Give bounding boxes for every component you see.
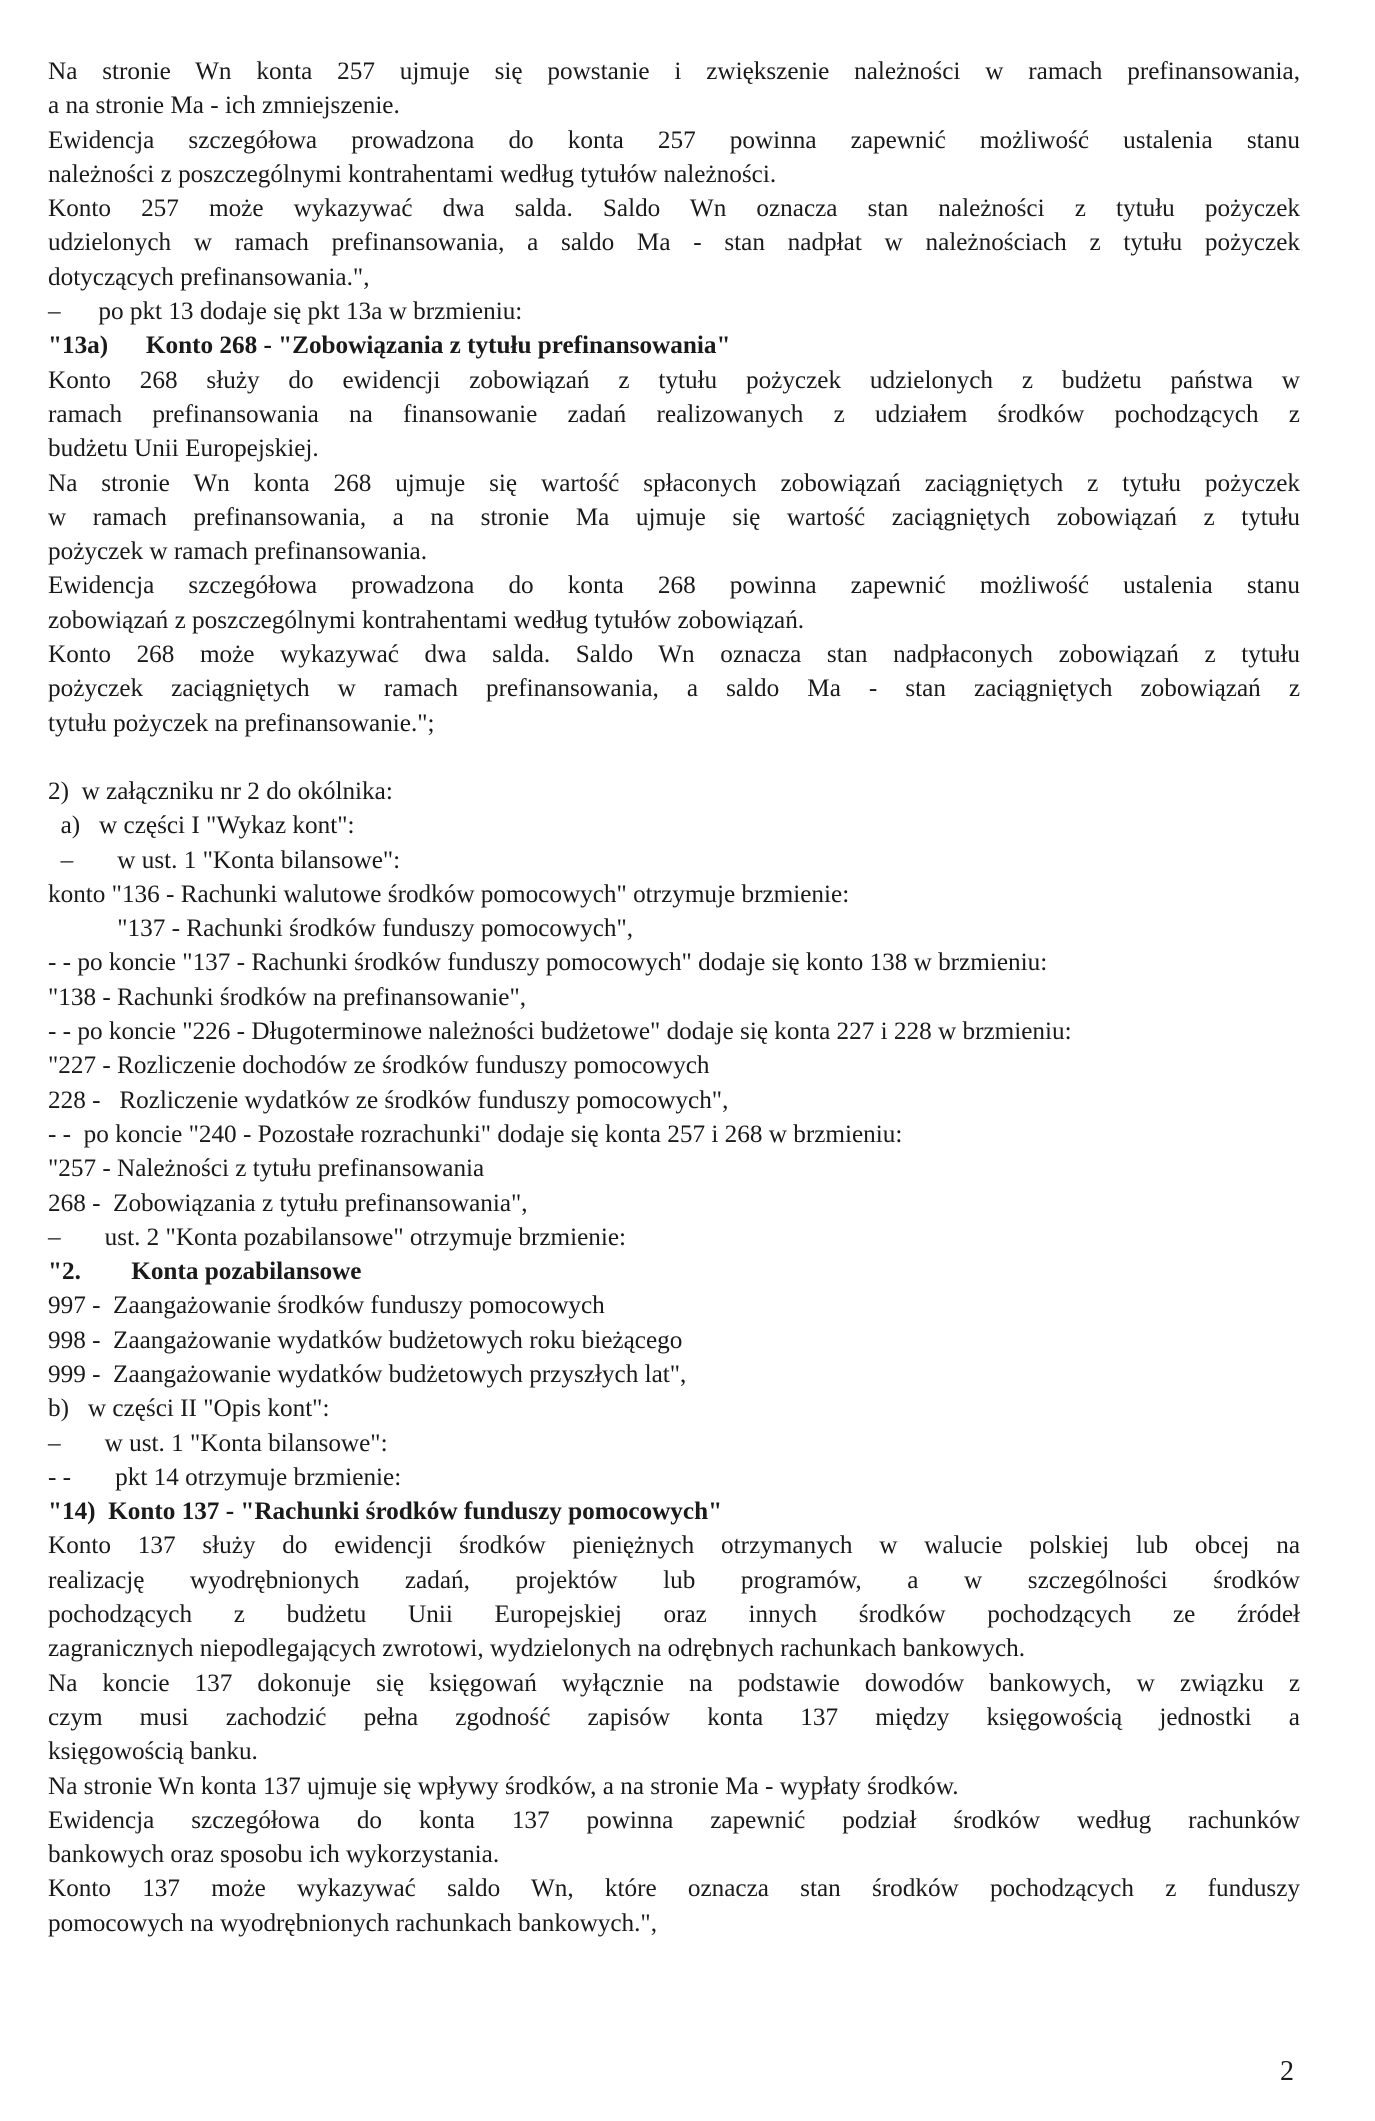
text-line: Konto 257 może wykazywać dwa salda. Saldo Wn oznacza stan należności z tytułu pożyczek	[48, 195, 1300, 223]
text-line: bankowych oraz sposobu ich wykorzystania.	[48, 1841, 500, 1869]
text-line: – po pkt 13 dodaje się pkt 13a w brzmieniu:	[48, 298, 523, 326]
text-line: 2) w załączniku nr 2 do okólnika:	[48, 777, 393, 805]
text-line: - - po koncie "137 - Rachunki środków funduszy pomocowych" dodaje się konto 138 w brzmieniu:	[48, 949, 1048, 977]
text-line: w ramach prefinansowania, a na stronie Ma ujmuje się wartość zaciągniętych zobowiązań z tytułu	[48, 503, 1300, 531]
text-line: – w ust. 1 "Konta bilansowe":	[48, 846, 401, 874]
text-line: realizację wyodrębnionych zadań, projektów lub programów, a w szczególności środków	[48, 1566, 1300, 1594]
text-line: budżetu Unii Europejskiej.	[48, 435, 319, 463]
text-line: Ewidencja szczegółowa prowadzona do konta 257 powinna zapewnić możliwość ustalenia stanu	[48, 126, 1300, 154]
text-line: czym musi zachodzić pełna zgodność zapisów konta 137 między księgowością jednostki a	[48, 1703, 1300, 1731]
text-line: - - po koncie "226 - Długoterminowe należności budżetowe" dodaje się konta 227 i 228 w brzmieniu:	[48, 1018, 1072, 1046]
text-line: ramach prefinansowania na finansowanie zadań realizowanych z udziałem środków pochodzących z	[48, 400, 1300, 428]
text-line: Na koncie 137 dokonuje się księgowań wyłącznie na podstawie dowodów bankowych, w związku z	[48, 1669, 1300, 1697]
section-heading-konta-pozabilansowe: "2. Konta pozabilansowe	[48, 1258, 362, 1286]
text-line: - - pkt 14 otrzymuje brzmienie:	[48, 1463, 402, 1491]
text-line: 997 - Zaangażowanie środków funduszy pomocowych	[48, 1292, 605, 1320]
text-line: Ewidencja szczegółowa do konta 137 powinna zapewnić podział środków według rachunków	[48, 1806, 1300, 1834]
text-line: udzielonych w ramach prefinansowania, a saldo Ma - stan nadpłat w należnościach z tytułu pożyczek	[48, 229, 1300, 257]
page-number: 2	[1280, 2056, 1294, 2087]
text-line: zagranicznych niepodlegających zwrotowi, wydzielonych na odrębnych rachunkach bankowych.	[48, 1635, 1026, 1663]
text-line: – ust. 2 "Konta pozabilansowe" otrzymuje brzmienie:	[48, 1223, 627, 1251]
section-heading-14: "14) Konto 137 - "Rachunki środków funduszy pomocowych"	[48, 1498, 723, 1526]
text-line: dotyczących prefinansowania.",	[48, 263, 370, 291]
paragraph-gap	[48, 741, 1300, 775]
text-line: – w ust. 1 "Konta bilansowe":	[48, 1429, 388, 1457]
text-line: 228 - Rozliczenie wydatków ze środków funduszy pomocowych",	[48, 1086, 729, 1114]
text-line: - - po koncie "240 - Pozostałe rozrachunki" dodaje się konta 257 i 268 w brzmieniu:	[48, 1120, 903, 1148]
text-line: "257 - Należności z tytułu prefinansowania	[48, 1155, 485, 1183]
section-heading-13a: "13a) Konto 268 - "Zobowiązania z tytułu prefinansowania"	[48, 332, 731, 360]
text-line: pomocowych na wyodrębnionych rachunkach bankowych.",	[48, 1909, 658, 1937]
text-line: pożyczek zaciągniętych w ramach prefinansowania, a saldo Ma - stan zaciągniętych zobowiązań z	[48, 675, 1300, 703]
text-line: 998 - Zaangażowanie wydatków budżetowych roku bieżącego	[48, 1326, 683, 1354]
text-line: Na stronie Wn konta 137 ujmuje się wpływy środków, a na stronie Ma - wypłaty środków.	[48, 1772, 959, 1800]
text-line: należności z poszczególnymi kontrahentami według tytułów należności.	[48, 160, 777, 188]
text-line: Na stronie Wn konta 257 ujmuje się powstanie i zwiększenie należności w ramach prefinansowania,	[48, 58, 1300, 85]
text-line: "227 - Rozliczenie dochodów ze środków funduszy pomocowych	[48, 1052, 710, 1080]
text-line: Konto 137 może wykazywać saldo Wn, które oznacza stan środków pochodzących z funduszy	[48, 1875, 1300, 1903]
text-line: "137 - Rachunki środków funduszy pomocowych",	[48, 915, 634, 943]
text-line: tytułu pożyczek na prefinansowanie.";	[48, 709, 435, 737]
text-line: pochodzących z budżetu Unii Europejskiej oraz innych środków pochodzących ze źródeł	[48, 1601, 1300, 1629]
text-line: zobowiązań z poszczególnymi kontrahentami według tytułów zobowiązań.	[48, 606, 805, 634]
text-line: Konto 268 służy do ewidencji zobowiązań z tytułu pożyczek udzielonych z budżetu państwa w	[48, 366, 1300, 394]
text-line: b) w części II "Opis kont":	[48, 1395, 330, 1423]
text-line: Ewidencja szczegółowa prowadzona do konta 268 powinna zapewnić możliwość ustalenia stanu	[48, 572, 1300, 600]
text-line: Na stronie Wn konta 268 ujmuje się wartość spłaconych zobowiązań zaciągniętych z tytułu pożyczek	[48, 469, 1300, 497]
text-line: księgowością banku.	[48, 1738, 258, 1766]
text-line: "138 - Rachunki środków na prefinansowanie",	[48, 983, 527, 1011]
text-line: a na stronie Ma - ich zmniejszenie.	[48, 92, 400, 120]
document-body	[48, 55, 1300, 1941]
text-line: Konto 268 może wykazywać dwa salda. Saldo Wn oznacza stan nadpłaconych zobowiązań z tytułu	[48, 641, 1300, 669]
text-line: 268 - Zobowiązania z tytułu prefinansowania",	[48, 1189, 528, 1217]
text-line: pożyczek w ramach prefinansowania.	[48, 538, 428, 566]
text-line: a) w części I "Wykaz kont":	[48, 812, 355, 840]
text-line: konto "136 - Rachunki walutowe środków pomocowych" otrzymuje brzmienie:	[48, 880, 850, 908]
text-line: Konto 137 służy do ewidencji środków pieniężnych otrzymanych w walucie polskiej lub obcej na	[48, 1532, 1300, 1560]
text-line: 999 - Zaangażowanie wydatków budżetowych przyszłych lat",	[48, 1360, 687, 1388]
